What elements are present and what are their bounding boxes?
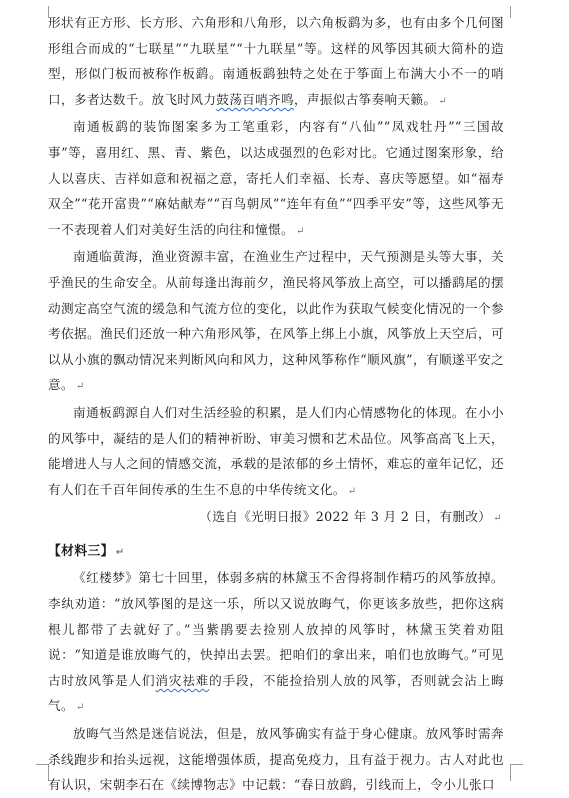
document-body: [48, 10, 504, 798]
paragraph-5-text-a: 《红楼梦》第七十回里，体弱多病的林黛玉不舍得将制作精巧的风筝放掉。李纨劝道：“放风筝图的是这一乐，所以又说放晦气，你更该多放些，把你这病根儿都带了去就好了。”当紫鹃要去捡别人放掉的风筝时，林黛玉笑着劝阻说：“知道是谁放晦气的，快掉出去罢。把咱们的拿出来，咱们也放晦气。”可见古时放风筝是人们: [48, 570, 504, 688]
paragraph-4: [48, 400, 504, 504]
page-corner-mark-bottom-right: [510, 764, 523, 781]
paragraph-1: [48, 10, 504, 114]
source-citation: [48, 504, 504, 532]
paragraph-6-text: 放晦气当然是迷信说法，但是，放风筝确实有益于身心健康。放风筝时需奔杀线跑步和抬头远视，这能增强体质，提高免疫力，且有益于视力。古人对此也有认识，宋朝李石在《续博物志》中记载：“春日放鹞，引线而上，令小儿张口: [48, 726, 504, 793]
page-corner-mark-top-right: [510, 6, 523, 18]
paragraph-6: [48, 721, 504, 798]
paragraph-4-text: 南通板鹞源自人们对生活经验的积累，是人们内心情感物化的体现。在小小的风筝中，凝结的是人们的精神祈盼、审美习惯和艺术品位。风筝高高飞上天，能增进人与人之间的情感交流，承载的是浓郁的乡土情怀，难忘的童年记忆，还有人们在千百年间传承的生生不息的中华传统文化。: [48, 404, 504, 497]
paragraph-2-text: 南通板鹞的装饰图案多为工笔重彩，内容有“八仙”“凤戏牡丹”“三国故事”等，喜用红、黑、青、紫色，以达成强烈的色彩对比。它通过图案形象，给人以喜庆、吉祥如意和祝福之意，寄托人们幸福、长寿、喜庆等愿望。如“福寿双全”“花开富贵”“麻姑献寿”“百鸟朝凤”“连年有鱼”“四季平安”等，这些风筝无一不表现着人们对美好生活的向往和憧憬。: [48, 119, 504, 237]
paragraph-5: [48, 565, 504, 721]
paragraph-2: [48, 114, 504, 244]
paragraph-3-text: 南通临黄海，渔业资源丰富，在渔业生产过程中，天气预测是头等大事，关乎渔民的生命安全。从前每逢出海前夕，渔民将风筝放上高空，可以播鹞尾的摆动测定高空气流的缓急和气流方位的变化，以此作为获取气候变化情况的一个参考依据。渔民们还放一种六角形风筝，在风筝上绑上小旗，风筝放上天空后，可以从小旗的飘动情况来判断风向和风力，这种风筝称作“顺风旗”，有顺遂平安之意。: [48, 249, 504, 393]
paragraph-1-text-a: 形状有正方形、长方形、六角形和八角形，以六角板鹞为多，也有由多个几何图形组合而成的“七联星”“九联星”“十九联星”等。这样的风筝因其硕大简朴的造型，形似门板而被称作板鹞。南通板鹞独特之处在于筝面上布满大小不一的哨口，多者达数千。放飞时风力: [48, 15, 504, 107]
section-heading-text: 【材料三】: [48, 543, 114, 559]
proofing-underline-2: 消灾祛难: [155, 672, 210, 688]
paragraph-mark-icon: ↵: [347, 485, 357, 497]
source-citation-text: （选自《光明日报》2022 年 3 月 2 日，有删改）: [199, 509, 492, 525]
paragraph-3: [48, 244, 504, 400]
paragraph-mark-icon: ↵: [295, 225, 305, 237]
section-heading: [48, 539, 504, 566]
paragraph-mark-icon: ↵: [438, 95, 448, 107]
paragraph-mark-icon: ↵: [493, 513, 502, 525]
paragraph-mark-icon: ↵: [75, 702, 85, 714]
proofing-underline-1: 鼓荡百哨齐鸣: [216, 91, 294, 107]
paragraph-5-text-b: 的手段，不能捡拾别人放的风筝，否则就会沾上晦气。: [48, 672, 504, 714]
paragraph-mark-icon: ↵: [75, 381, 85, 393]
paragraph-mark-icon: ↵: [115, 546, 125, 558]
paragraph-1-text-b: ，声振似古筝奏响天籁。: [293, 91, 437, 107]
